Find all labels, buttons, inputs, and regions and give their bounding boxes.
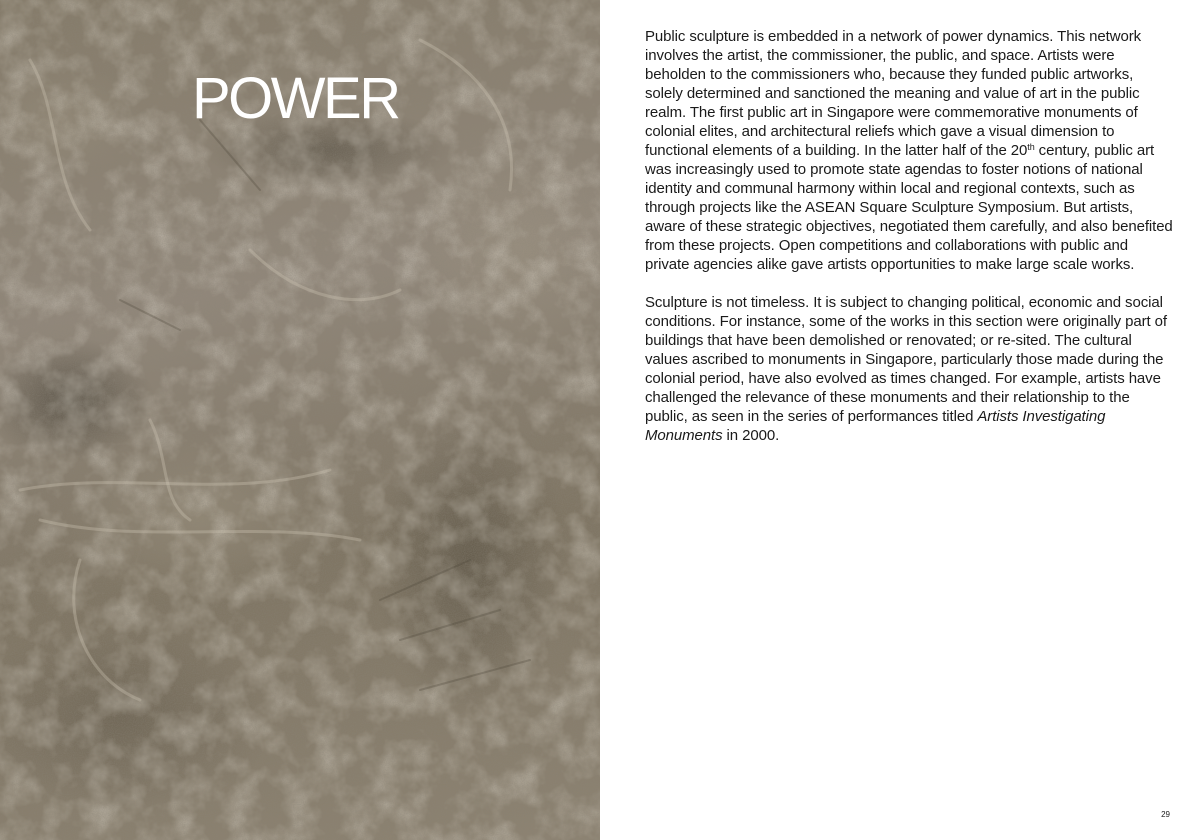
paragraph-power-dynamics: Public sculpture is embedded in a network of power dynamics. This network involves the artist, the commissioner, the public, and space. Artists were beholden to the commissioners who, because they funded public artworks, solely determined and sanctioned the meaning and value of art in the public realm. The first public art in Singapore were commemorative monuments of colonial elites, and architectural reliefs which gave a visual dimension to functional elements of a building. In the latter half of the 20th century, public art was increasingly used to promote state agendas to foster notions of national identity and communal harmony within local and regional contexts, such as through projects like the ASEAN Square Sculpture Symposium. But artists, aware of these strategic objectives, negotiated them carefully, and also benefited from these projects. Open competitions and collaborations with public and private agencies alike gave artists opportunities to make large scale works. <box>645 28 1173 273</box>
page-number: 29 <box>1161 810 1170 819</box>
paragraph-not-timeless: Sculpture is not timeless. It is subject to changing political, economic and social conditions. For instance, some of the works in this section were originally part of buildings that have been demolished or renovated; or re-sited. The cultural values ascribed to monuments in Singapore, particularly those made during the colonial period, have also evolved as times changed. For example, artists have challenged the relevance of these monuments and their relationship to the public, as seen in the series of performances titled Artists Investigating Monuments in 2000. <box>645 294 1167 444</box>
section-title: POWER <box>192 66 399 131</box>
artwork-title: Artists Investigating Monuments <box>645 408 1106 444</box>
text-page <box>600 0 1200 840</box>
ordinal-suffix: th <box>1027 142 1035 152</box>
body-text <box>645 27 1173 464</box>
